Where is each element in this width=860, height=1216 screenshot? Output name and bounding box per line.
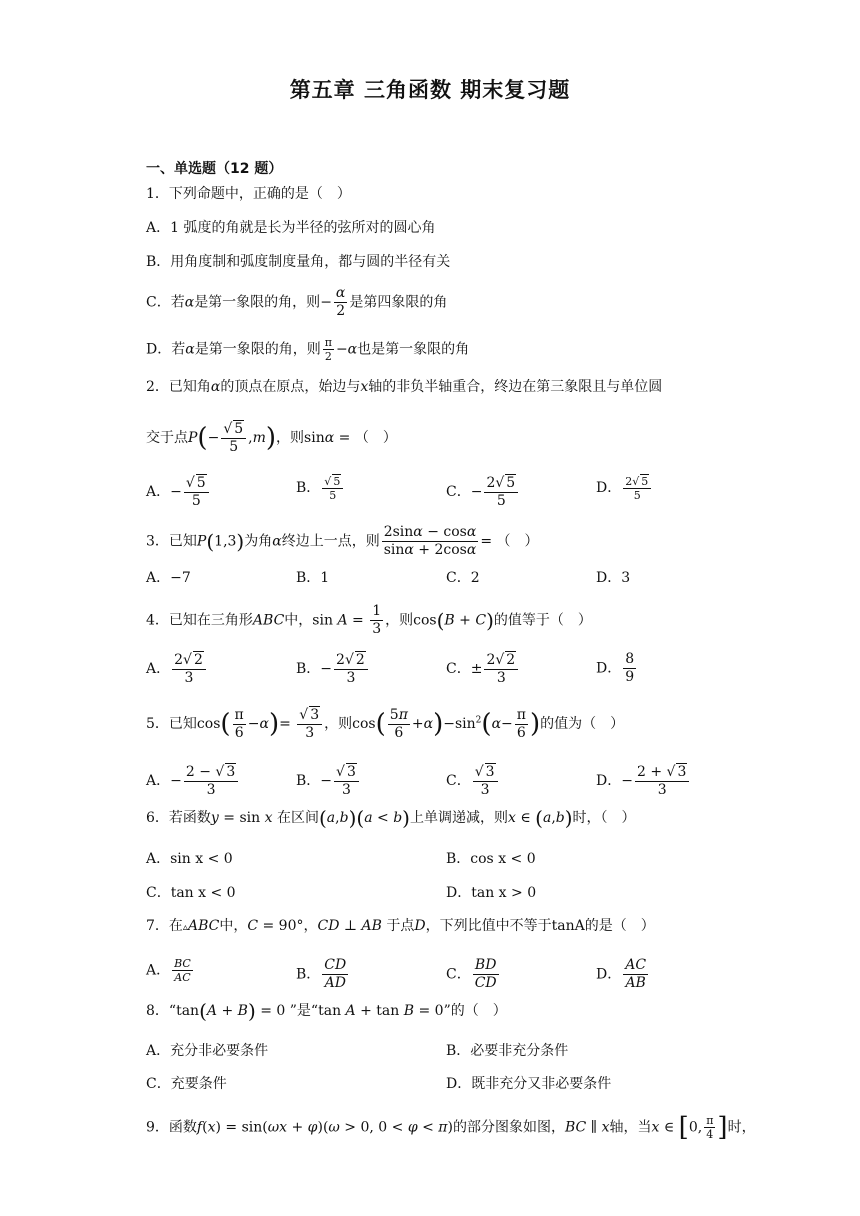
question-3-option-a: A．−7 — [146, 570, 191, 586]
question-3-option-b: B．1 — [296, 570, 330, 586]
section-heading: 一、单选题（12 题） — [146, 161, 283, 177]
question-8-option-d: D．既非充分又非必要条件 — [446, 1076, 612, 1092]
page-title: 第五章 三角函数 期末复习题 — [289, 78, 571, 102]
question-2-option-d: D． $\frac{2√ 5}{5}$ — [596, 474, 653, 502]
fraction: $\frac{√ 5}{5}$ — [221, 420, 246, 456]
question-8-option-a: A．充分非必要条件 — [146, 1043, 269, 1059]
question-4-stem: 4．已知在三角形ABC中，sin A = $\frac{1}{3}$ ，则cos(B + C)的值等于（ ） — [146, 603, 592, 637]
question-6-option-b: B．cos x < 0 — [446, 851, 536, 867]
question-5-option-d: D．− $\frac{2 + √ 3}{3}$ — [596, 763, 691, 799]
question-6-option-c: C．tan x < 0 — [146, 885, 236, 901]
question-8-option-c: C．充要条件 — [146, 1076, 227, 1092]
question-2-option-a: A．− $\frac{√ 5}{5}$ — [146, 474, 211, 510]
question-4-option-d: D． $\frac{8}{9}$ — [596, 651, 635, 685]
question-5-stem: 5．已知cos( $\frac{\pi}{6}$ −α)= $\frac{√ 3}{3}$ ，则cos( $\frac{5\pi}{6}$ $+\alpha)-\sin^2(\alpha-$ $\frac{\pi}{6}$ )的值为（ ） — [146, 706, 625, 741]
question-2-option-b: B． $\frac{√ 5}{5}$ — [296, 474, 345, 502]
question-1-option-a: A．1 弧度的角就是长为半径的弦所对的圆心角 — [146, 220, 436, 236]
question-1-option-d: D．若α是第一象限的角，则 $\frac{\pi}{2}$ −α也是第一象限的角 — [146, 336, 470, 363]
question-1-option-b: B．用角度制和弧度制度量角，都与圆的半径有关 — [146, 254, 451, 270]
fraction: $\frac{\pi}{2}$ — [324, 336, 332, 363]
question-8-option-b: B．必要非充分条件 — [446, 1043, 569, 1059]
question-9-stem: 9．函数f(x) = sin(ωx + φ)(ω > 0, 0 < φ < π)的部分图象如图，BC ∥ x轴，当x ∈ [0, $\frac{\pi}{4}$ ]时， — [146, 1112, 756, 1143]
question-7-option-c: C． $\frac{BD}{CD}$ — [446, 957, 497, 991]
question-2-line-2: 交于点P(− $\frac{√ 5}{5}$ ,m)，则sinα = （ ） — [146, 421, 397, 455]
question-4-option-c: C．± $\frac{2√ 2}{3}$ — [446, 651, 520, 687]
question-6-stem: 6．若函数y = sin x 在区间(a,b)(a < b)上单调递减，则x ∈ (a,b)时，（ ） — [146, 806, 636, 830]
question-6-option-a: A．sin x < 0 — [146, 851, 233, 867]
question-7-option-d: D． $\frac{AC}{AB}$ — [596, 957, 647, 991]
question-3-stem: 3．已知P(1,3)为角α终边上一点，则 $\frac{2\sin\alpha - \cos\alpha}{\sin\alpha + 2\cos\alpha}$ = （ ） — [146, 524, 539, 558]
question-7-stem: 7．在▵ABC中，C = 90°，CD ⊥ AB 于点D，下列比值中不等于tanA的是（ ） — [146, 918, 655, 934]
question-5-option-c: C． $\frac{√ 3}{3}$ — [446, 763, 500, 799]
question-7-option-b: B． $\frac{CD}{AD}$ — [296, 957, 347, 991]
question-4-option-b: B．− $\frac{2√ 2}{3}$ — [296, 651, 370, 687]
question-2-option-c: C．− $\frac{2√ 5}{5}$ — [446, 474, 520, 510]
question-1-option-c: C．若α是第一象限的角，则− $\frac{\alpha}{2}$ 是第四象限的角 — [146, 285, 448, 319]
question-8-stem: 8．“tan(A + B) = 0 ”是“tan A + tan B = 0”的（ ） — [146, 999, 507, 1023]
fraction: $\frac{\alpha}{2}$ — [335, 285, 346, 319]
fraction: $\frac{1}{3}$ — [372, 603, 382, 637]
question-5-option-a: A．− $\frac{2 - √ 3}{3}$ — [146, 763, 240, 799]
question-3-option-d: D．3 — [596, 570, 631, 586]
question-7-option-a: A． $\frac{BC}{AC}$ — [146, 957, 191, 984]
question-1-stem: 1．下列命题中，正确的是（ ） — [146, 186, 351, 202]
question-5-option-b: B．− $\frac{√ 3}{3}$ — [296, 763, 361, 799]
question-4-option-a: A． $\frac{2√ 2}{3}$ — [146, 651, 208, 687]
question-6-option-d: D．tan x > 0 — [446, 885, 537, 901]
question-3-option-c: C．2 — [446, 570, 480, 586]
fraction: $\frac{2\sin\alpha - \cos\alpha}{\sin\alpha + 2\cos\alpha}$ — [383, 524, 477, 558]
question-2-line-1: 2．已知角α的顶点在原点，始边与x轴的非负半轴重合，终边在第三象限且与单位圆 — [146, 379, 663, 395]
